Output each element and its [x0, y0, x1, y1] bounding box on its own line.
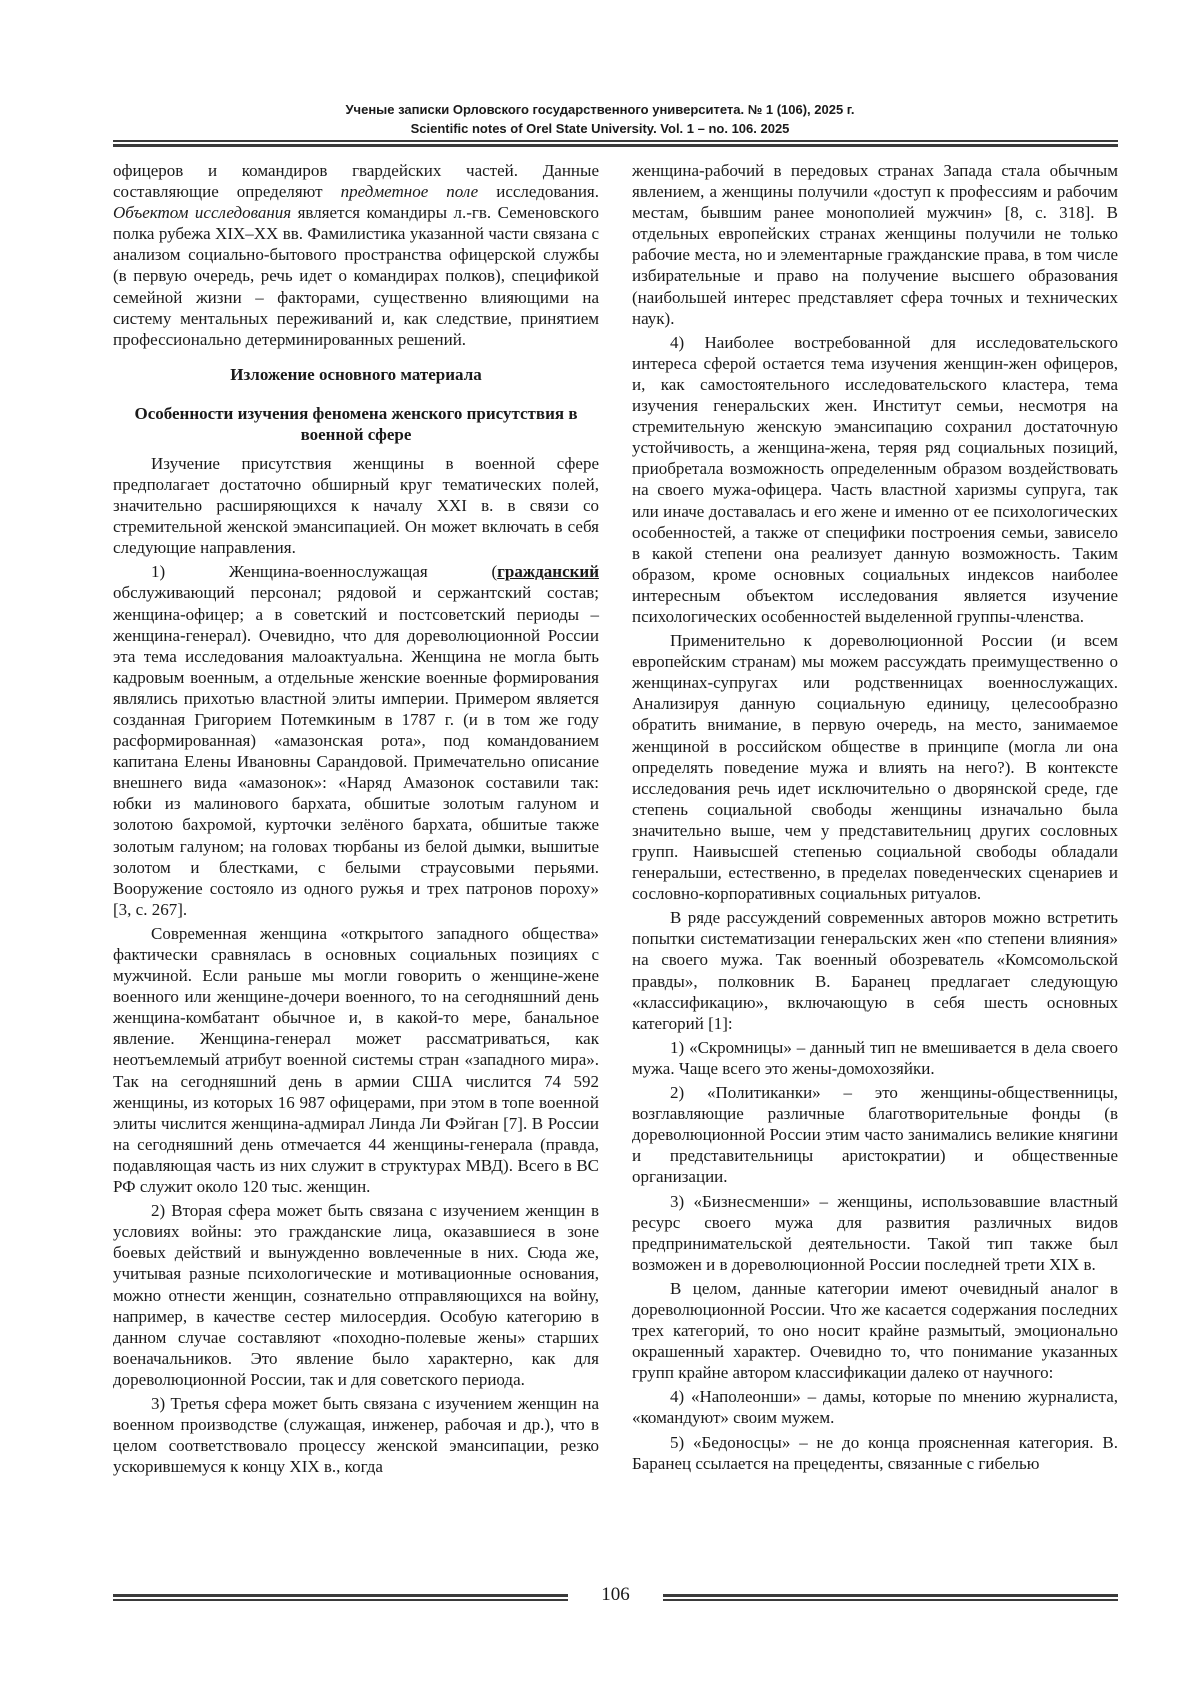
page-number: 106	[601, 1584, 630, 1605]
footer-rule-right	[663, 1594, 1118, 1601]
list-item: 2) «Политиканки» – это женщины-общественницы, возглавляющие различные благотворительные фонды (в дореволюционной России этим часто занимались великие княгини и представительницы аристократии) и общественные организации.	[632, 1083, 1118, 1187]
paragraph: Изучение присутствия женщины в военной сфере предполагает достаточно обширный круг тематических полей, значительно расширяющихся к началу XXI в. в связи со стремительной женской эмансипацией. Он может включать в себя следующие направления.	[113, 453, 599, 558]
paragraph: 1) Женщина-военнослужащая (гражданский обслуживающий персонал; рядовой и сержантский состав; женщина-офицер; а в советский и постсоветский периоды – женщина-генерал). Очевидно, что для дореволюционной России эта тема исследования малоактуальна. Женщина не могла быть кадровым военным, а отдельные женские военные формирования являлись прихотью властной элиты империи. Примером является созданная Григорием Потемкиным в 1787 г. (и в том же году расформированная) «амазонская рота», под командованием капитана Елены Ивановны Сарандовой. Примечательно описание внешнего вида «амазонок»: «Наряд Амазонок составили так: юбки из малинового бархата, обшитые золотым галуном и золотою бахромой, курточки зелёного бархата, обшитые также золотым галуном; на головах тюрбаны из белой дымки, вышитые золотом и блестками, с белыми страусовыми перьями. Вооружение состояло из одного ружья и трех патронов пороху» [3, с. 267].	[113, 562, 599, 919]
emphasis: предметное поле	[340, 182, 479, 202]
paragraph: Современная женщина «открытого западного общества» фактически сравнялась в основных социальных позициях с мужчиной. Если раньше мы могли говорить о женщине-жене военного или женщине-дочери военного, то на сегодняшний день женщина-комбатант обычное и, в какой-то мере, банальное явление. Женщина-генерал может рассматриваться, как неотъемлемый атрибут военной системы стран «западного мира». Так на сегодняшний день в армии США числится 74 592 женщины, из которых 16 987 офицерами, при этом в топе военной элиты числится женщина-адмирал Линда Ли Фэйган [7]. В России на сегодняшний день отмечается 44 женщины-генерала (правда, подавляющая часть из них служит в структурах МВД). Всего в ВС РФ служит около 120 тыс. женщин.	[113, 923, 599, 1197]
emphasis: Объектом исследования	[113, 203, 292, 223]
list-item: 1) «Скромницы» – данный тип не вмешивается в дела своего мужа. Чаще всего это жены-домохозяйки.	[632, 1037, 1118, 1078]
list-item: 3) «Бизнесменши» – женщины, использовавшие властный ресурс своего мужа для развития различных видов предпринимательской деятельности. Такой тип также был возможен и в дореволюционной России последней трети XIX в.	[632, 1191, 1118, 1274]
journal-header-en: Scientific notes of Orel State University. Vol. 1 – no. 106. 2025	[410, 121, 790, 136]
paragraph: 3) Третья сфера может быть связана с изучением женщин на военном производстве (служащая, инженер, рабочая и др.), что в целом соответствовало процессу женской эмансипации, резко ускорившемуся к концу XIX в., когда	[113, 1393, 599, 1477]
page-footer	[113, 1586, 1118, 1616]
paragraph: В ряде рассуждений современных авторов можно встретить попытки систематизации генеральских жен «по степени влияния» на своего мужа. Так военный обозреватель «Комсомольской правды», полковник В. Баранец предлагает следующую «классификацию», включающую в себя шесть основных категорий [1]:	[632, 908, 1118, 1033]
list-item: 5) «Бедоносцы» – не до конца проясненная категория. В. Баранец ссылается на прецеденты, связанные с гибелью	[632, 1432, 1118, 1473]
paragraph: офицеров и командиров гвардейских частей. Данные составляющие определяют предметное поле исследования. Объектом исследования является командиры л.-гв. Семеновского полка рубежа XIX–XX вв. Фамилистика указанной части связана с анализом социально-бытового пространства офицерской службы (в первую очередь, речь идет о командирах полков), спецификой семейной жизни – факторами, существенно влияющими на систему ментальных переживаний и, как следствие, принятием профессионально детерминированных решений.	[113, 161, 599, 349]
left-column	[113, 160, 599, 1480]
paragraph: 4) Наиболее востребованной для исследовательского интереса сферой остается тема изучения женщин-жен офицеров, и, как самостоятельного исследовательского кластера, тема изучения генеральских жен. Институт семьи, несмотря на стремительную женскую эмансипацию сохранил достаточную устойчивость, а женщина-жена, теряя ряд социальных позиций, приобретала возможность определенным образом воздействовать на своего мужа-офицера. Часть властной харизмы супруга, так или иначе доставалась и его жене и именно от ее психологических особенностей, а также от специфики построения семьи, зависело в какой степени она реализует данную возможность. Таким образом, кроме основных социальных индексов наиболее интересным объектом исследования является изучение психологических особенностей выделенной группы-членства.	[632, 332, 1118, 626]
journal-header-ru: Ученые записки Орловского государственного университета. № 1 (106), 2025 г.	[345, 102, 855, 117]
paragraph: 2) Вторая сфера может быть связана с изучением женщин в условиях войны: это гражданские лица, оказавшиеся в зоне боевых действий и вынужденно вовлеченные в них. Сюда же, учитывая разные психологические и мотивационные основания, можно отнести женщин, сознательно отправляющихся на войну, например, в качестве сестер милосердия. Особую категорию в данном случае составляют «походно-полевые жены» старших военачальников. Это явление было характерно, как для дореволюционной России, так и для советского периода.	[113, 1201, 599, 1389]
header-rule	[113, 140, 1118, 147]
paragraph: В целом, данные категории имеют очевидный аналог в дореволюционной России. Что же касается содержания последних трех категорий, то оно носит крайне размытый, эмоционально окрашенный характер. Очевидно то, что понимание указанных групп крайне автором классификации далеко от научного:	[632, 1278, 1118, 1383]
underlined-term: гражданский	[497, 562, 599, 582]
subsection-heading: Особенности изучения феномена женского присутствия в военной сфере	[134, 403, 578, 444]
paragraph: женщина-рабочий в передовых странах Запада стала обычным явлением, а женщины получили «доступ к профессиям и рабочим местам, бывшим ранее монополией мужчин» [8, с. 318]. В отдельных европейских странах женщины получили не только рабочие места, но и элементарные гражданские права, в том числе избирательные и право на получение высшего образования (наибольшей интерес представляет сфера точных и технических наук).	[632, 161, 1118, 328]
paragraph: Применительно к дореволюционной России (и всем европейским странам) мы можем рассуждать преимущественно о женщинах-супругах или родственницах военнослужащих. Анализируя данную социальную единицу, целесообразно обратить внимание, в первую очередь, на место, занимаемое женщиной в российском обществе в принципе (могла ли она определять поведение мужа и влиять на него?). В контексте исследования речь идет исключительно о дворянской среде, где степень социальной свободы женщины изначально была значительно выше, чем у представительниц других сословных групп. Наивысшей степенью социальной свободы обладали генеральши, естественно, в пределах поведенческих сценариев и сословно-корпоративных социальных ритуалов.	[632, 631, 1118, 904]
right-column	[632, 160, 1118, 1477]
section-heading: Изложение основного материала	[230, 364, 482, 384]
list-item: 4) «Наполеонши» – дамы, которые по мнению журналиста, «командуют» своим мужем.	[632, 1387, 1118, 1428]
journal-header	[0, 100, 1200, 138]
